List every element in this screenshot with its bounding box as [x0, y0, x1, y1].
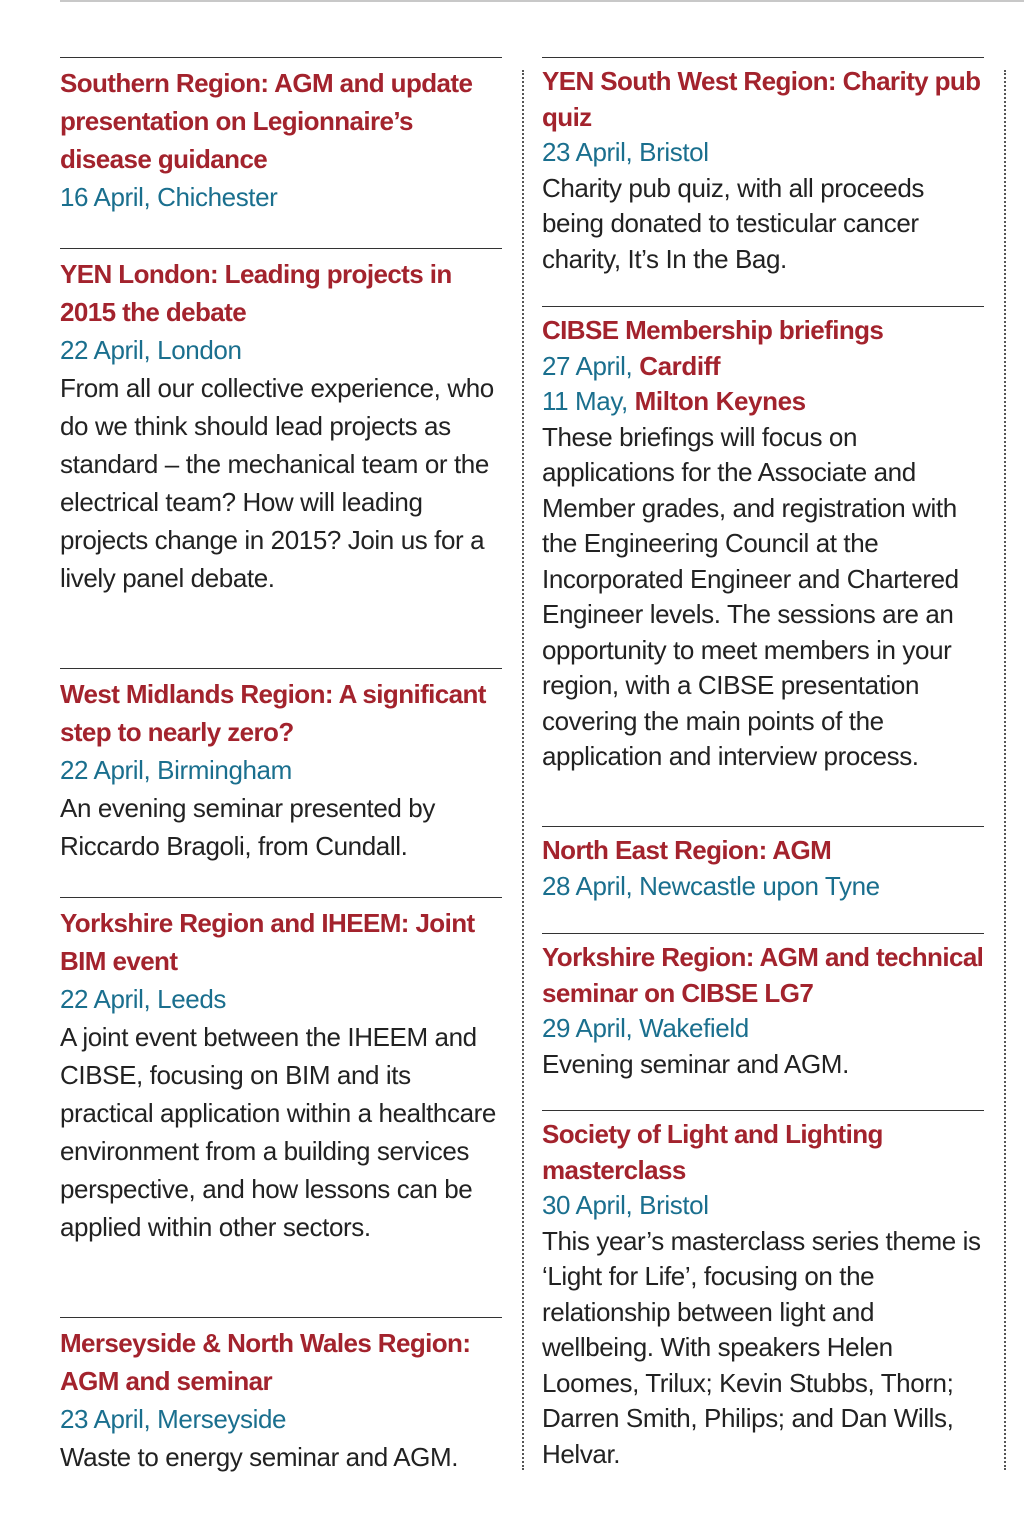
event-date: 22 April, Leeds — [60, 984, 227, 1014]
event-date: 16 April, Chichester — [60, 182, 278, 212]
event-title: YEN South West Region: Charity pub quiz — [542, 66, 981, 132]
event-date: 22 April, London — [60, 335, 242, 365]
event-date: 28 April, Newcastle upon Tyne — [542, 870, 880, 901]
event-merseyside-agm — [60, 1317, 502, 1476]
event-southern-region-agm — [60, 57, 502, 216]
column-divider-dotted — [522, 70, 524, 1470]
event-description: This year’s masterclass series theme is ‘Light for Life’, focusing on the relationship between light and wellbeing. With speakers Helen Loomes, Trilux; Kevin Stubbs, Thorn; Darren Smith, Philips; and Dan Wills, Helvar. — [542, 1225, 981, 1469]
event-title: North East Region: AGM — [542, 835, 832, 865]
event-title: Southern Region: AGM and update presentation on Legionnaire’s disease guidance — [60, 68, 473, 174]
event-description: An evening seminar presented by Riccardo Bragoli, from Cundall. — [60, 793, 435, 861]
event-date-2-place: Milton Keynes — [634, 386, 806, 416]
event-date-1 — [542, 349, 984, 385]
event-sll-masterclass — [542, 1110, 984, 1472]
event-description: Evening seminar and AGM. — [542, 1048, 849, 1079]
event-date: 29 April, Wakefield — [542, 1013, 749, 1043]
event-north-east-agm — [542, 826, 984, 904]
event-date: 23 April, Merseyside — [60, 1404, 287, 1434]
event-description: From all our collective experience, who do we think should lead projects as standard – the mechanical team or the electrical team? How will leading projects change in 2015? Join us for a lively panel debate. — [60, 373, 494, 593]
event-yorkshire-agm-lg7 — [542, 933, 984, 1082]
event-title: Merseyside & North Wales Region: AGM and seminar — [60, 1328, 471, 1396]
event-description: Charity pub quiz, with all proceeds being donated to testicular cancer charity, It’s In the Bag. — [542, 172, 924, 274]
event-yen-south-west-quiz — [542, 57, 984, 277]
event-yen-london-debate — [60, 248, 502, 597]
event-title: Society of Light and Lighting masterclass — [542, 1119, 883, 1185]
event-title: Yorkshire Region: AGM and technical seminar on CIBSE LG7 — [542, 942, 984, 1008]
event-title: CIBSE Membership briefings — [542, 315, 884, 345]
event-title: YEN London: Leading projects in 2015 the debate — [60, 259, 452, 327]
event-date: 30 April, Bristol — [542, 1190, 709, 1220]
event-cibse-membership-briefings — [542, 306, 984, 775]
event-yorkshire-iheem-bim — [60, 897, 502, 1246]
event-title: West Midlands Region: A significant step to nearly zero? — [60, 679, 486, 747]
event-date-2 — [542, 384, 984, 420]
top-rule — [60, 0, 1024, 2]
right-edge-dotted — [1004, 70, 1006, 1470]
event-date: 23 April, Bristol — [542, 137, 709, 167]
event-date-1-prefix: 27 April, — [542, 350, 633, 381]
event-date-2-prefix: 11 May, — [542, 386, 628, 416]
event-description: A joint event between the IHEEM and CIBSE, focusing on BIM and its practical application within a healthcare environment from a building services perspective, and how lessons can be applied within other sectors. — [60, 1022, 496, 1242]
event-date-1-place: Cardiff — [639, 350, 721, 381]
event-description: Waste to energy seminar and AGM. — [60, 1442, 459, 1472]
event-description: These briefings will focus on applications for the Associate and Member grades, and registration with the Engineering Council at the Incorporated Engineer and Chartered Engineer levels. The sessions are an opportunity to meet members in your region, with a CIBSE presentation covering the main points of the application and interview process. — [542, 421, 959, 771]
event-date: 22 April, Birmingham — [60, 755, 292, 785]
event-title: Yorkshire Region and IHEEM: Joint BIM event — [60, 908, 475, 976]
event-west-midlands-seminar — [60, 668, 502, 865]
